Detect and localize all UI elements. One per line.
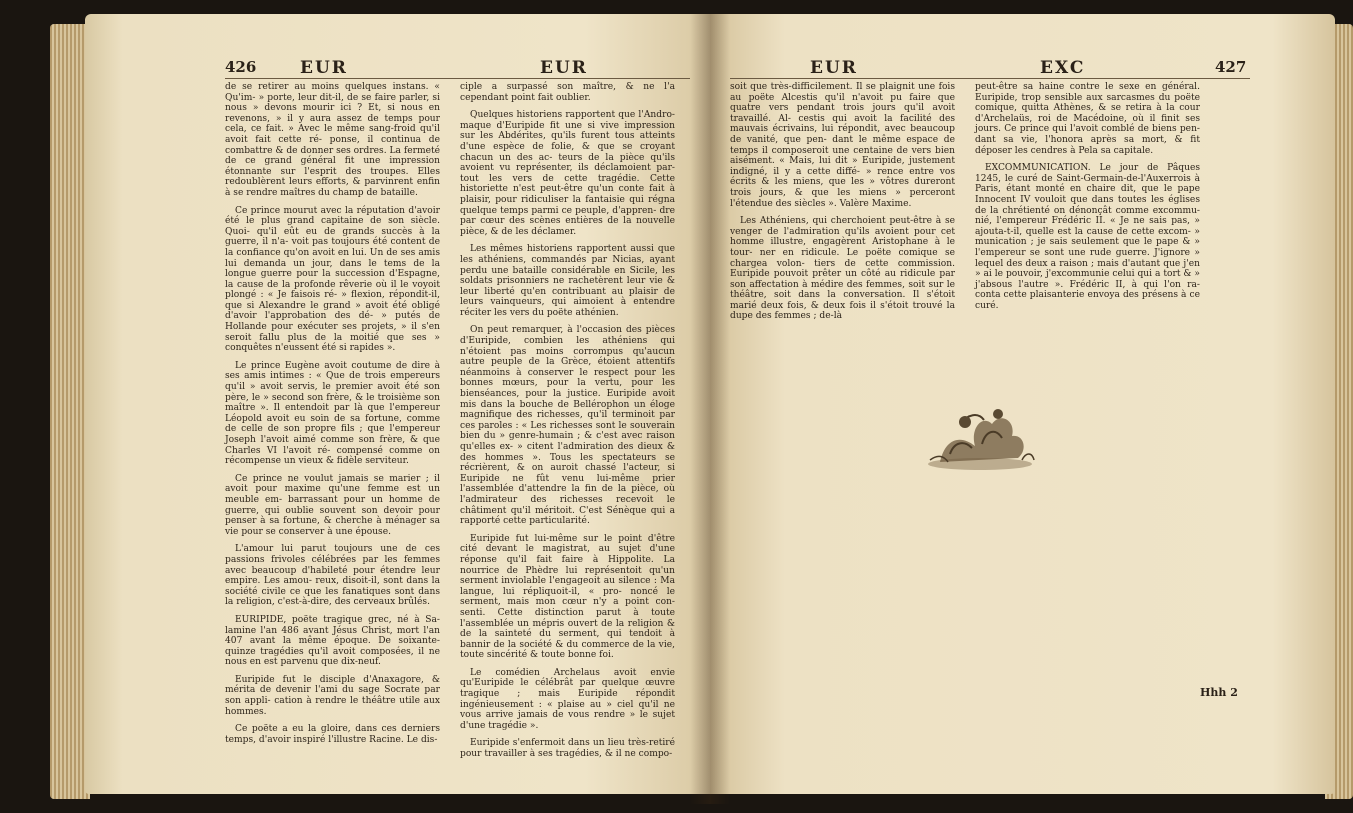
page-number-right: 427 (1215, 58, 1247, 76)
paragraph: On peut remarquer, à l'occasion des pièces d'Euripide, combien les athéniens qui n'étoient pas moins corrompus qu'aucun autre peuple de la Grèce, étoient attentifs néanmoins à conserver le respect pour les bonnes mœurs, pour la vertu, pour les bienséances, pour la justice. Euripide avoit mis dans la bouche de Bellérophon un éloge magnifique des richesses, qu'il terminoit par ces paroles : « Les richesses sont le souverain bien du » genre-humain ; & c'est avec raison qu'elles ex- » citent l'admiration des dieux & des hommes ». Tous les spectateurs se récrièrent, & on auroit chassé l'acteur, si Euripide ne fût venu lui-même prier l'assemblée d'attendre la fin de la pièce, où l'admirateur des richesses recevoit le châtiment qu'il méritoit. C'est Sénèque qui a rapporté cette particularité. (460, 325, 675, 527)
paragraph: ciple a surpassé son maître, & ne l'a cependant point fait oublier. (460, 82, 675, 103)
paragraph: soit que très-difficilement. Il se plaignit une fois au poëte Alcestis qu'il n'avoit pu faire que quatre vers pendant trois jours qu'il avoit travaillé. Al- cestis qui avoit la facilité des mauvais écrivains, lui répondit, avec beaucoup de vanité, que pen- dant le même espace de temps il composeroit une centaine de vers bien aisément. « Mais, lui dit » Euripide, justement indigné, il y a cette diffé- » rence entre vos écrits & les miens, que les » vôtres dureront trois jours, & que les miens » perceront l'étendue des siècles ». Valère Maxime. (730, 82, 955, 209)
paragraph: de se retirer au moins quelques instans. « Qu'im- » porte, leur dit-il, de se faire parler, si nous » devons mourir ici ? Et, si nous en revenons, » il y aura assez de temps pour cela, ce fait. » Avec le même sang-froid qu'il avoit fait cette ré- ponse, il continua de combattre & de donner ses ordres. La fermeté de ce grand général fit une impression étonnante sur l'esprit des troupes. Elles redoublèrent leurs efforts, & parvinrent enfin à se rendre maîtres du champ de bataille. (225, 82, 440, 198)
running-head-left-col2: EUR (540, 58, 588, 78)
floral-vignette-icon (920, 384, 1040, 474)
paragraph: Quelques historiens rapportent que l'Andro- maque d'Euripide fit une si vive impression sur les Abdérites, qu'ils furent tous atteints d'une espèce de folie, & que se croyant chacun un des ac- teurs de la pièce qu'ils avoient vu représenter, ils déclamoient par-tout les vers de cette tragédie. Cette historiette n'est peut-être qu'un conte fait à plaisir, pour ridiculiser la fantaisie qui régna quelque temps parmi ce peuple, d'appren- dre par cœur des scènes entières de la nouvelle pièce, & de les déclamer. (460, 110, 675, 237)
left-page-column-1 (225, 82, 440, 752)
paragraph: Ce poëte a eu la gloire, dans ces derniers temps, d'avoir inspiré l'illustre Racine. Le dis- (225, 724, 440, 745)
paragraph: EXCOMMUNICATION. Le jour de Pâques 1245, le curé de Saint-Germain-de-l'Auxerrois à Paris, étant monté en chaire dit, que le pape Innocent IV vouloit que dans toutes les églises de la chrétienté on dénonçât comme excommu- nié, l'empereur Frédéric II. « Je ne sais pas, » ajouta-t-il, quelle est la cause de cette excom- » munication ; je sais seulement que le pape & » l'empereur se sont une rude guerre. J'ignore » lequel des deux a raison ; mais d'autant que j'en » ai le pouvoir, j'excommunie celui qui a tort & » j'absous l'autre ». Frédéric II, à qui l'on ra- conta cette plaisanterie envoya des présens à ce curé. (975, 163, 1200, 311)
paragraph: Euripide fut lui-même sur le point d'être cité devant le magistrat, au sujet d'une réponse qu'il fait faire à Hippolite. La nourrice de Phèdre lui représentoit qu'un serment inviolable l'engageoit au silence : Ma langue, lui répliquoit-il, « pro- noncé le serment, mais mon cœur n'y a point con- senti. Cette distinction parut à toute l'assemblée un mépris ouvert de la religion & de la sainteté du serment, qui tendoit à bannir de la société & du commerce de la vie, toute sincérité & toute bonne foi. (460, 533, 675, 661)
right-page-column-1 (730, 82, 955, 329)
running-head-left-col1: EUR (300, 58, 348, 78)
page-number-left: 426 (225, 58, 257, 76)
paragraph: peut-être sa haine contre le sexe en général. Euripide, trop sensible aux sarcasmes du poëte comique, quitta Athènes, & se retira à la cour d'Archelaüs, roi de Macédoine, où il finit ses jours. Ce prince qui l'avoit comblé de biens pen- dant sa vie, l'honora après sa mort, & fit déposer les cendres à Pela sa capitale. (975, 82, 1200, 156)
signature-mark: Hhh 2 (1200, 686, 1238, 699)
open-book (30, 14, 1330, 804)
header-rule-right (730, 78, 1250, 79)
left-page (85, 14, 710, 794)
paragraph: EURIPIDE, poëte tragique grec, né à Sa- lamine l'an 486 avant Jésus Christ, mort l'an 407 avant la même époque. De soixante-quinze tragédies qu'il avoit composées, il ne nous en est parvenu que dix-neuf. (225, 614, 440, 668)
paragraph: Ce prince ne voulut jamais se marier ; il avoit pour maxime qu'une femme est un meuble em- barrassant pour un homme de guerre, qui oublie souvent son devoir pour penser à sa fortune, & cherche à ménager sa vie pour se conserver à une épouse. (225, 473, 440, 537)
right-page-column-2 (975, 82, 1200, 318)
paragraph: Euripide s'enfermoit dans un lieu très-retiré pour travailler à ses tragédies, & il ne compo- (460, 738, 675, 760)
book-gutter (690, 14, 730, 804)
paragraph: Le comédien Archelaus avoit envie qu'Euripide le célébrât par quelque œuvre tragique ; mais Euripide répondit ingénieusement : « plaise au » ciel qu'il ne vous arrive jamais de vous rendre » le sujet d'une tragédie ». (460, 667, 675, 731)
paragraph: Les mêmes historiens rapportent aussi que les athéniens, commandés par Nicias, ayant perdu une bataille considérable en Sicile, les soldats prisonniers ne rachetèrent leur vie & leur liberté qu'en contribuant au plaisir de leurs vainqueurs, qui aimoient à entendre réciter les vers du poëte athénien. (460, 244, 675, 318)
paragraph: Les Athéniens, qui cherchoient peut-être à se venger de l'admiration qu'ils avoient pour cet homme illustre, engagèrent Aristophane à le tour- ner en ridicule. Le poëte comique se chargea volon- tiers de cette commission. Euripide pouvoit prêter un côté au ridicule par son affectation à médire des femmes, soit sur le théâtre, soit dans la conversation. Il s'étoit marié deux fois, & deux fois il s'étoit trouvé la dupe des femmes ; de-là (730, 216, 955, 322)
left-page-column-2 (460, 82, 675, 767)
running-head-right-col1: EUR (810, 58, 858, 78)
paragraph: Le prince Eugène avoit coutume de dire à ses amis intimes : « Que de trois empereurs qu'il » avoit servis, le premier avoit été son père, le » second son frère, & le troisième son maître ». Il entendoit par là que l'empereur Léopold avoit eu soin de sa fortune, comme de celle de son propre fils ; que l'empereur Joseph l'avoit aimé comme son frère, & que Charles VI l'avoit ré- compensé comme on récompense un vieux & fidèle serviteur. (225, 360, 440, 467)
paragraph: Ce prince mourut avec la réputation d'avoir été le plus grand capitaine de son siècle. Quoi- qu'il eût eu de grands succès à la guerre, il n'a- voit pas toujours été content de la confiance qu'on avoit en lui. Un de ses amis lui demanda un jour, dans le tems de la longue guerre pour la succession d'Espagne, la cause de la profonde rêverie où il le voyoit plongé : « Je faisois ré- » flexion, répondit-il, que si Alexandre le grand » avoit été obligé d'avoir l'approbation des dé- » putés de Hollande pour exécuter ses projets, » il s'en seroit fallu plus de la moitié que ses » conquêtes n'eussent été si rapides ». (225, 205, 440, 354)
right-page (710, 14, 1335, 794)
paragraph: Euripide fut le disciple d'Anaxagore, & mérita de devenir l'ami du sage Socrate par son appli- cation à rendre le théâtre utile aux hommes. (225, 674, 440, 717)
header-rule-left (225, 78, 690, 79)
paragraph: L'amour lui parut toujours une de ces passions frivoles célébrées par les femmes avec beaucoup d'habileté pour étendre leur empire. Les amou- reux, disoit-il, sont dans la société civile ce que les fanatiques sont dans la religion, c'est-à-dire, des cerveaux brûlés. (225, 544, 440, 608)
left-page-edges (50, 24, 90, 799)
running-head-right-col2: EXC (1040, 58, 1086, 78)
